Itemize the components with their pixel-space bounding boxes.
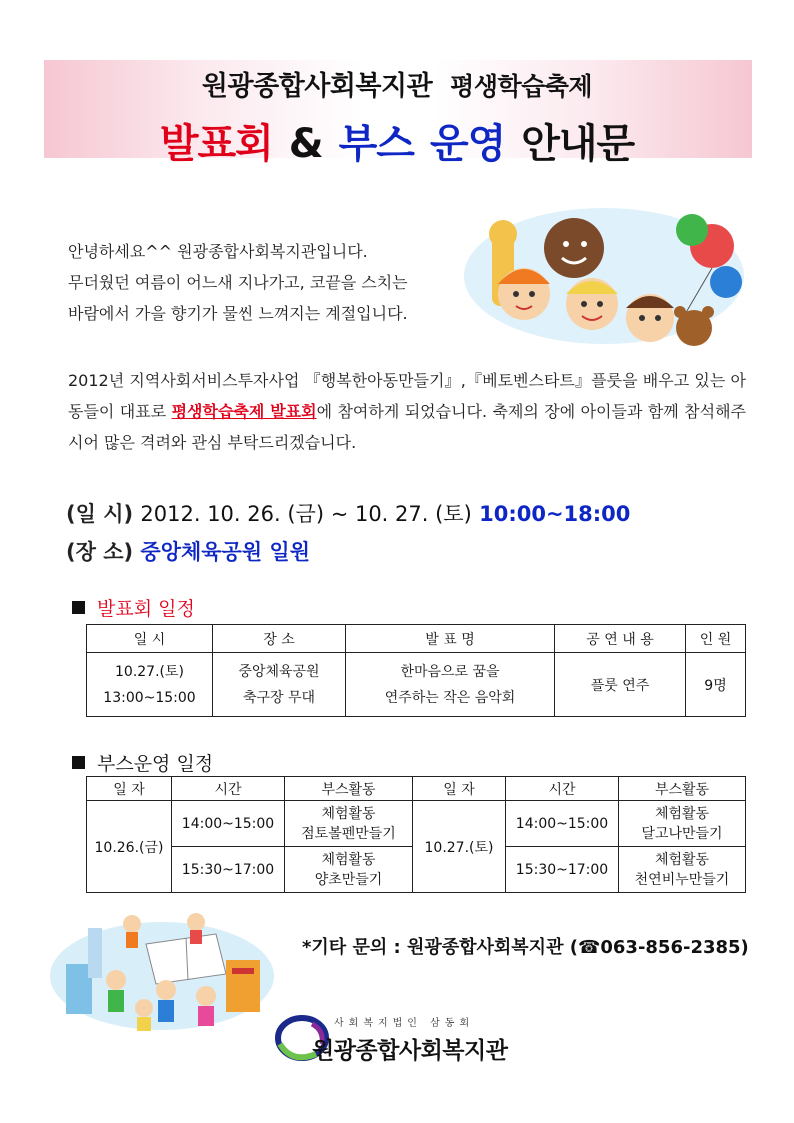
table-row <box>87 653 746 717</box>
table-header-row <box>87 777 746 801</box>
col-header-activity2: 부스활동 <box>619 777 746 801</box>
col-header-people: 인 원 <box>686 625 746 653</box>
cell-day1-time2: 15:30~17:00 <box>172 847 285 893</box>
page-title <box>0 112 794 169</box>
logo-subtitle: 사회복지법인 삼동회 <box>334 1018 475 1029</box>
col-header-time1: 시간 <box>172 777 285 801</box>
title-operation: 운영 <box>429 121 506 167</box>
section-presentation-heading <box>72 594 195 621</box>
table-header-row <box>87 625 746 653</box>
section-booth-heading <box>72 749 213 776</box>
place-label: (장 소) <box>66 540 134 564</box>
intro-line-3: 바람에서 가을 향기가 물씬 느껴지는 계절입니다. <box>68 304 408 323</box>
cell-title-line2: 연주하는 작은 음악회 <box>384 689 516 706</box>
date-label: (일 시) <box>66 502 134 526</box>
cell-content: 플룻 연주 <box>555 653 686 717</box>
cell-day1-date: 10.26.(금) <box>87 801 172 893</box>
cell-day1-activity1 <box>285 801 413 847</box>
cell-day2-date: 10.27.(토) <box>413 801 506 893</box>
header-subtitle <box>0 64 794 103</box>
table-row <box>87 801 746 847</box>
col-header-day2: 일 자 <box>413 777 506 801</box>
cell-place <box>213 653 346 717</box>
activity-name: 양초만들기 <box>314 871 383 888</box>
place-row <box>66 536 310 566</box>
activity-type: 체험활동 <box>654 805 710 822</box>
activity-type: 체험활동 <box>321 851 376 868</box>
place-value: 중앙체육공원 일원 <box>140 540 311 564</box>
body-highlight: 평생학습축제 발표회 <box>171 402 317 421</box>
col-header-time2: 시간 <box>506 777 619 801</box>
col-header-content: 공 연 내 용 <box>555 625 686 653</box>
cell-day1-time1: 14:00~15:00 <box>172 801 285 847</box>
cell-day1-activity2 <box>285 847 413 893</box>
square-bullet-icon <box>72 756 85 769</box>
event-name: 평생학습축제 <box>450 72 593 101</box>
col-header-title: 발 표 명 <box>346 625 555 653</box>
cell-date: 10.27.(토) <box>115 663 184 680</box>
activity-type: 체험활동 <box>654 851 710 868</box>
activity-name: 점토볼펜만들기 <box>301 825 396 842</box>
col-header-activity1: 부스활동 <box>285 777 413 801</box>
cell-day2-activity1 <box>619 801 746 847</box>
cell-title-line1: 한마음으로 꿈을 <box>400 663 500 680</box>
presentation-schedule-table <box>86 624 746 717</box>
children-balloons-illustration <box>454 196 746 352</box>
square-bullet-icon <box>72 601 85 614</box>
cell-time: 13:00~15:00 <box>103 689 196 706</box>
activity-type: 체험활동 <box>321 805 376 822</box>
contact-info: *기타 문의 : 원광종합사회복지관 (☎063-856-2385) <box>302 937 749 958</box>
cell-people: 9명 <box>686 653 746 717</box>
activity-name: 천연비누만들기 <box>634 871 730 888</box>
title-ampersand: & <box>288 121 323 167</box>
cell-day2-time1: 14:00~15:00 <box>506 801 619 847</box>
title-presentation: 발표회 <box>159 121 273 167</box>
section-presentation-title: 발표회 일정 <box>97 598 195 620</box>
body-paragraph <box>68 365 746 458</box>
intro-line-2: 무더웠던 여름이 어느새 지나가고, 코끝을 스치는 <box>68 273 408 292</box>
org-name: 원광종합사회복지관 <box>201 71 433 102</box>
date-value: 2012. 10. 26. (금) ~ 10. 27. (토) <box>140 502 472 526</box>
org-logo <box>272 1010 542 1074</box>
intro-paragraph <box>68 236 408 329</box>
col-header-place: 장 소 <box>213 625 346 653</box>
cell-title <box>346 653 555 717</box>
cell-place-line2: 축구장 무대 <box>242 689 316 706</box>
logo-name: 원광종합사회복지관 <box>312 1038 508 1064</box>
activity-name: 달고나만들기 <box>641 825 723 842</box>
body-text-before: 2012년 지역사회서비스투자사업 『행복한아동만들기』,『베토벤스타트』플룻을 배우고 있는 아동들이 대표로 <box>68 371 746 421</box>
col-header-datetime: 일 시 <box>87 625 213 653</box>
cell-place-line1: 중앙체육공원 <box>238 663 320 680</box>
body-text-after: 에 참여하게 되었습니다. 축제의 장에 아이들과 함께 참석해주시어 많은 격려와 관심 부탁드리겠습니다. <box>68 402 746 452</box>
cell-datetime <box>87 653 213 717</box>
title-booth: 부스 <box>338 121 414 167</box>
booth-schedule-table <box>86 776 746 893</box>
intro-line-1: 안녕하세요^^ 원광종합사회복지관입니다. <box>68 242 368 261</box>
col-header-day1: 일 자 <box>87 777 172 801</box>
children-books-illustration <box>46 904 278 1032</box>
title-notice: 안내문 <box>521 121 635 167</box>
date-row <box>66 498 630 528</box>
cell-day2-activity2 <box>619 847 746 893</box>
section-booth-title: 부스운영 일정 <box>97 753 214 775</box>
cell-day2-time2: 15:30~17:00 <box>506 847 619 893</box>
time-value: 10:00~18:00 <box>479 502 631 526</box>
